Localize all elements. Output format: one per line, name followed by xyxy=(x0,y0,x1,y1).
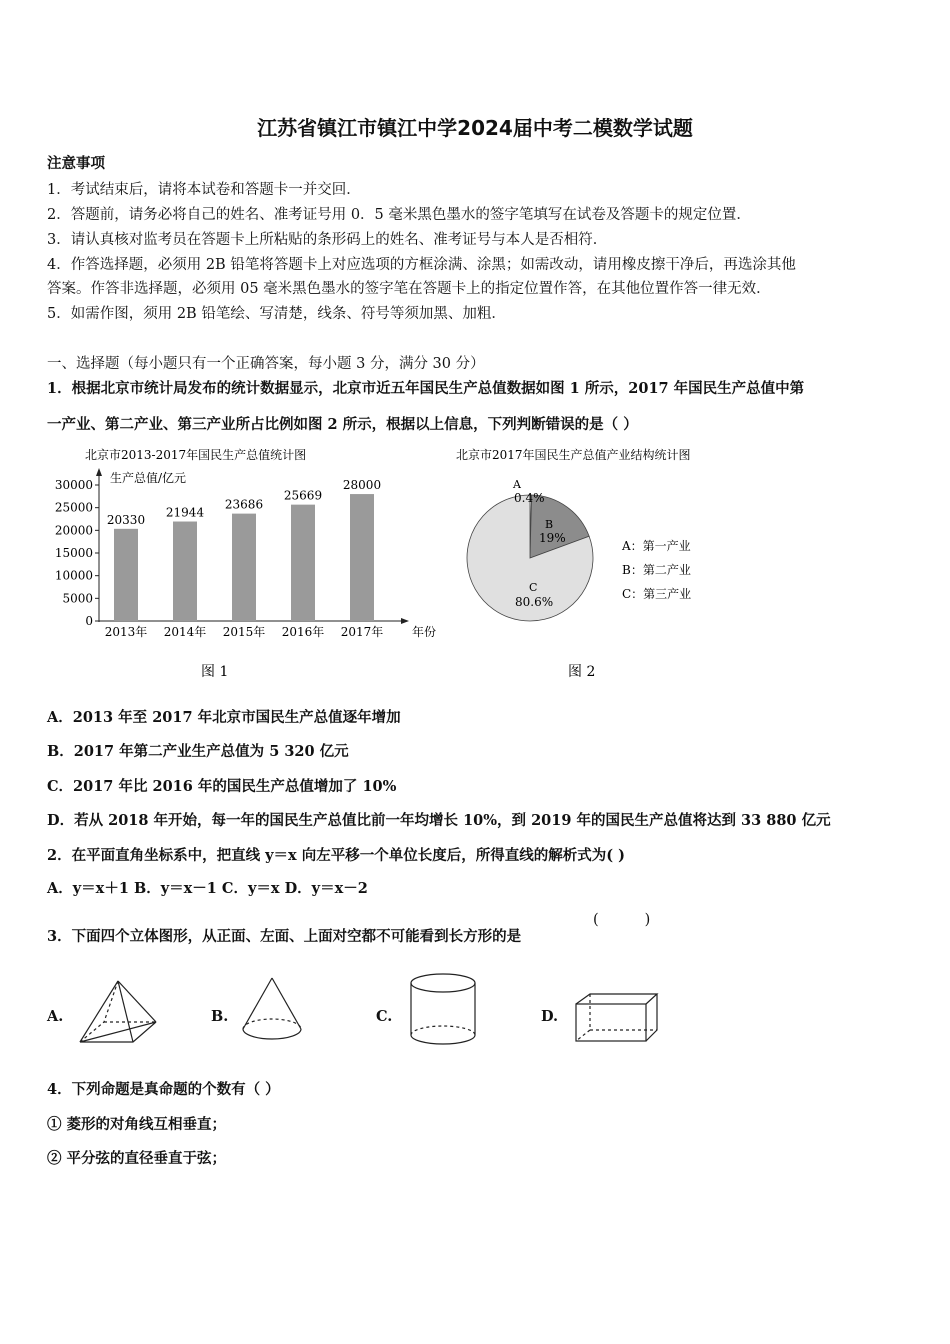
q3-paren xyxy=(593,912,650,928)
q3-label-d: D. xyxy=(541,1008,559,1025)
section-heading: 一、选择题（每小题只有一个正确答案，每小题 3 分，满分 30 分） xyxy=(47,356,485,372)
bar-value-label: 21944 xyxy=(165,505,205,520)
page-title: 江苏省镇江市镇江中学2024届中考二模数学试题 xyxy=(257,116,693,140)
q1-option-c: C．2017 年比 2016 年的国民生产总值增加了 10% xyxy=(47,778,397,795)
bar-value-label: 28000 xyxy=(342,478,382,493)
cuboid-figure xyxy=(572,990,662,1046)
figure-1-caption: 图 1 xyxy=(201,664,229,680)
pie-chart xyxy=(450,440,750,685)
y-axis-arrow xyxy=(96,468,102,476)
bar-chart-ylabel: 生产总值/亿元 xyxy=(110,471,187,485)
notice-heading: 注意事项 xyxy=(47,155,105,172)
q1-option-b: B．2017 年第二产业生产总值为 5 320 亿元 xyxy=(47,743,349,760)
notice-item: 4．作答选择题，必须用 2B 铅笔将答题卡上对应选项的方框涂满、涂黑；如需改动，请用橡皮擦干净后，再选涂其他 xyxy=(47,257,796,273)
x-axis-arrow xyxy=(401,618,409,624)
notice-item: 5．如需作图，须用 2B 铅笔绘、写清楚，线条、符号等须加黑、加粗． xyxy=(47,306,506,322)
q3-stem: 3．下面四个立体图形，从正面、左面、上面对空都不可能看到长方形的是 xyxy=(47,928,522,945)
q3-label-b: B. xyxy=(211,1008,229,1025)
slice-B-label: B xyxy=(545,518,554,531)
bar xyxy=(350,494,374,621)
bar-value-label: 25669 xyxy=(283,488,323,503)
y-tick-label: 20000 xyxy=(54,523,93,538)
q1-option-a: A．2013 年至 2017 年北京市国民生产总值逐年增加 xyxy=(47,709,401,726)
bar xyxy=(173,522,197,621)
y-tick-label: 5000 xyxy=(62,591,93,606)
y-tick-label: 0 xyxy=(85,614,93,628)
q2-stem: 2．在平面直角坐标系中，把直线 y＝x 向左平移一个单位长度后，所得直线的解析式为( ) xyxy=(47,847,626,864)
x-tick-label: 2013年 xyxy=(104,625,148,639)
bar-value-label: 23686 xyxy=(224,497,264,512)
cylinder-figure xyxy=(407,970,479,1050)
bar xyxy=(232,514,256,621)
pie-chart-title: 北京市2017年国民生产总值产业结构统计图 xyxy=(456,448,691,462)
paren-close: ) xyxy=(644,912,651,928)
slice-B-value: 19% xyxy=(539,531,566,545)
legend-item: C：第三产业 xyxy=(622,587,692,601)
q4-stem: 4．下列命题是真命题的个数有（ ） xyxy=(47,1081,280,1098)
bar-value-label: 20330 xyxy=(106,512,146,527)
q1-stem-line1: 1．根据北京市统计局发布的统计数据显示，北京市近五年国民生产总值数据如图 1 所示，2017 年国民生产总值中第 xyxy=(47,380,805,397)
x-tick-label: 2017年 xyxy=(340,625,384,639)
y-tick-label: 15000 xyxy=(54,546,93,560)
q2-options: A．y＝x＋1 B．y＝x－1 C．y＝x D．y＝x－2 xyxy=(47,880,368,897)
q1-option-d: D．若从 2018 年开始，每一年的国民生产总值比前一年均增长 10%，到 2019 年的国民生产总值将达到 33 880 亿元 xyxy=(47,812,831,829)
q3-label-c: C. xyxy=(376,1008,393,1025)
notice-item: 1．考试结束后，请将本试卷和答题卡一并交回． xyxy=(47,182,361,198)
slice-A-value: 0.4% xyxy=(514,491,545,505)
legend-item: A：第一产业 xyxy=(622,539,691,553)
slice-C-value: 80.6% xyxy=(515,595,554,609)
legend-item: B：第二产业 xyxy=(622,563,691,577)
bar-chart-xlabel: 年份 xyxy=(412,625,437,639)
y-tick-label: 30000 xyxy=(54,478,93,492)
notice-item: 答案。作答非选择题，必须用 05 毫米黑色墨水的签字笔在答题卡上的指定位置作答，在其他位置作答一律无效． xyxy=(47,281,771,297)
bar xyxy=(114,529,138,621)
x-tick-label: 2016年 xyxy=(281,625,325,639)
paren-open: ( xyxy=(593,912,599,928)
y-tick-label: 10000 xyxy=(54,568,93,583)
q4-item-1: ① 菱形的对角线互相垂直； xyxy=(47,1116,227,1133)
x-tick-label: 2015年 xyxy=(222,625,266,639)
x-tick-label: 2014年 xyxy=(163,625,207,639)
bar xyxy=(291,505,315,621)
slice-C-label: C xyxy=(529,581,538,594)
q1-stem-line2: 一产业、第二产业、第三产业所占比例如图 2 所示，根据以上信息，下列判断错误的是（ ） xyxy=(47,416,638,433)
bar-chart-title: 北京市2013-2017年国民生产总值统计图 xyxy=(85,448,307,462)
bar-chart xyxy=(40,440,440,685)
figure-2-caption: 图 2 xyxy=(568,664,596,680)
notice-item: 2．答题前，请务必将自己的姓名、准考证号用 0．5 毫米黑色墨水的签字笔填写在试卷及答题卡的规定位置． xyxy=(47,207,751,223)
cone-figure xyxy=(240,975,304,1045)
slice-A-label: A xyxy=(513,478,521,491)
pyramid-figure xyxy=(76,978,160,1048)
notice-item: 3．请认真核对监考员在答题卡上所粘贴的条形码上的姓名、准考证号与本人是否相符． xyxy=(47,232,608,248)
y-tick-label: 25000 xyxy=(54,500,93,515)
q4-item-2: ② 平分弦的直径垂直于弦； xyxy=(47,1150,227,1167)
q3-label-a: A. xyxy=(47,1008,64,1025)
